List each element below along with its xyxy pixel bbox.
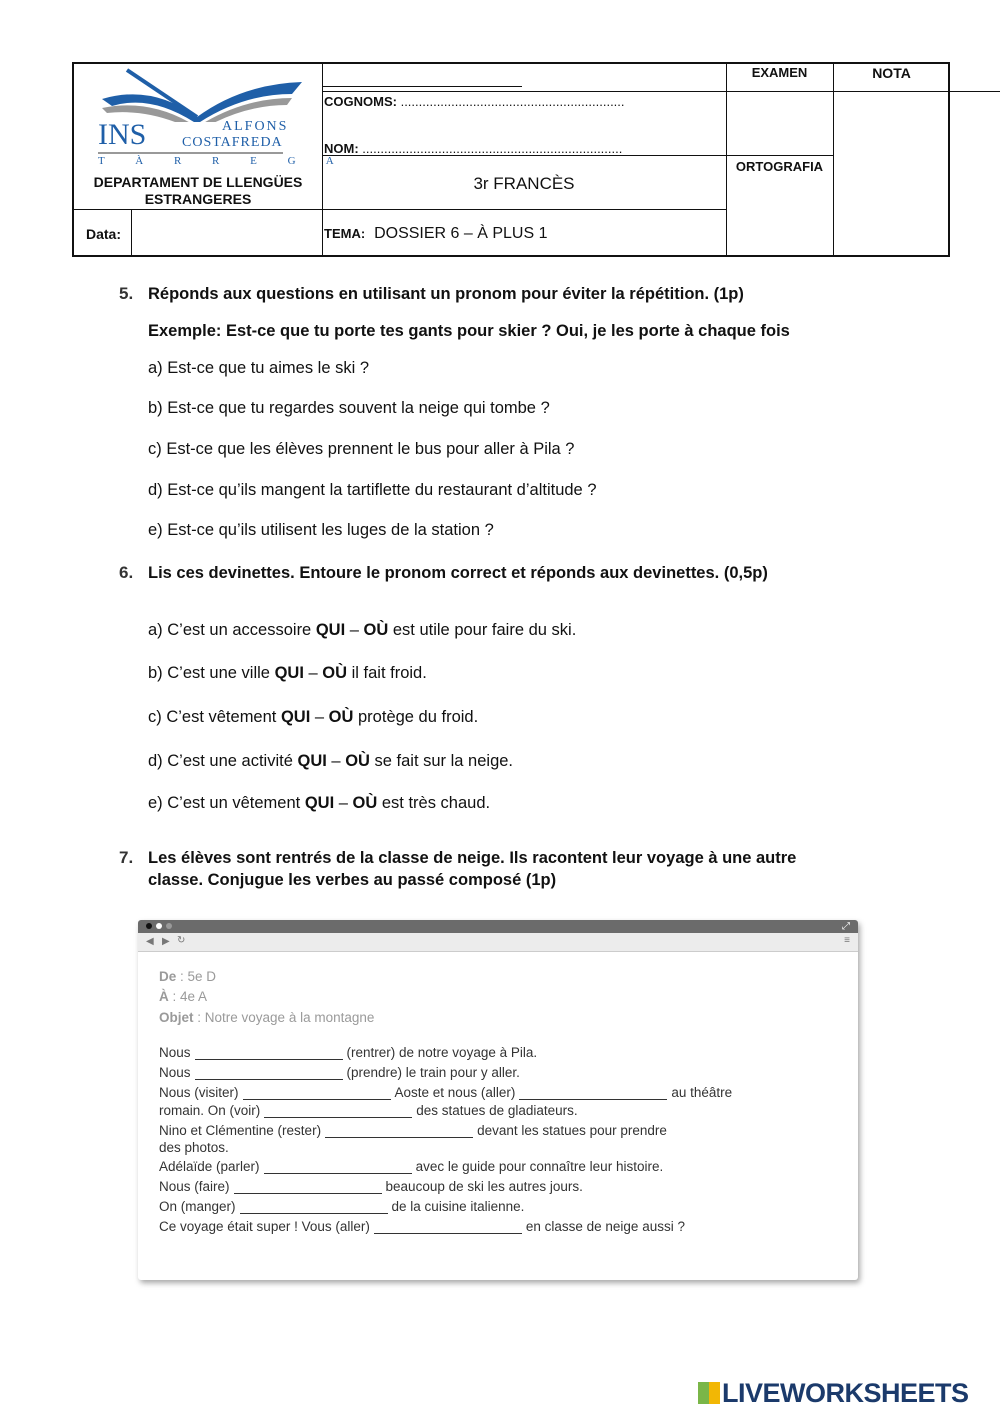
- option-qui[interactable]: QUI: [315, 621, 346, 639]
- email-line: [159, 1065, 520, 1080]
- option-qui[interactable]: QUI: [297, 752, 327, 770]
- email-text: Aoste et nous (aller): [394, 1085, 516, 1100]
- email-text: Adélaïde (parler): [159, 1159, 260, 1174]
- nota-label: NOTA: [872, 65, 911, 81]
- option-ou[interactable]: OÙ: [363, 621, 389, 639]
- logo-name2: COSTAFREDA: [182, 135, 283, 150]
- verb-answer-input[interactable]: [519, 1090, 667, 1100]
- section5-number: 5.: [119, 284, 134, 303]
- cognoms-field[interactable]: ..............................................................: [400, 94, 625, 109]
- verb-answer-input[interactable]: [234, 1184, 382, 1194]
- question-item: d) Est-ce qu’ils mangent la tartiflette du restaurant d’altitude ?: [148, 481, 597, 499]
- verb-answer-input[interactable]: [264, 1164, 412, 1174]
- email-line: [159, 1179, 583, 1194]
- riddle-text: c) C’est vêtement: [148, 708, 281, 726]
- logo-city: T À R R E G A: [98, 155, 348, 167]
- riddle-text: se fait sur la neige.: [369, 752, 514, 770]
- back-icon: ◀: [146, 936, 154, 947]
- forward-icon: ▶: [162, 936, 170, 947]
- riddle-item: [148, 751, 513, 771]
- question-item: a) Est-ce que tu aimes le ski ?: [148, 359, 370, 377]
- email-line: [159, 1140, 229, 1155]
- window-toolbar: [138, 933, 858, 952]
- riddle-text: b) C’est une ville: [148, 664, 275, 682]
- question-item: b) Est-ce que tu regardes souvent la neige qui tombe ?: [148, 399, 550, 417]
- de-label: De: [159, 969, 177, 984]
- ortografia-label: ORTOGRAFIA: [735, 159, 824, 174]
- section5-title: Réponds aux questions en utilisant un pronom pour éviter la répétition. (1p): [148, 285, 744, 303]
- section6-number: 6.: [119, 563, 134, 582]
- date-field[interactable]: [134, 211, 320, 253]
- section7-title-2: classe. Conjugue les verbes au passé composé (1p): [148, 871, 557, 889]
- email-text: de la cuisine italienne.: [391, 1199, 525, 1214]
- email-line: [159, 1219, 685, 1234]
- liveworksheets-logo-icon: [698, 1382, 720, 1404]
- open-book-icon: [92, 66, 307, 122]
- tema-value: DOSSIER 6 – À PLUS 1: [374, 225, 548, 242]
- nom-label: NOM:: [324, 141, 359, 156]
- data-label: Data:: [86, 226, 122, 242]
- email-text: au théâtre: [671, 1085, 733, 1100]
- option-qui[interactable]: QUI: [280, 708, 311, 726]
- email-text: (rentrer) de notre voyage à Pila.: [346, 1045, 538, 1060]
- verb-answer-input[interactable]: [243, 1090, 391, 1100]
- nom-field[interactable]: ........................................................................: [362, 141, 623, 156]
- menu-icon: ≡: [844, 935, 850, 946]
- email-text: romain. On (voir): [159, 1103, 261, 1118]
- email-text: devant les statues pour prendre: [477, 1123, 667, 1138]
- email-text: beaucoup de ski les autres jours.: [385, 1179, 583, 1194]
- separator: –: [303, 664, 323, 682]
- verb-answer-input[interactable]: [264, 1108, 412, 1118]
- email-text: Nous: [159, 1065, 191, 1080]
- option-ou[interactable]: OÙ: [322, 664, 348, 682]
- tema-label: TEMA:: [324, 226, 366, 241]
- verb-answer-input[interactable]: [195, 1050, 343, 1060]
- option-ou[interactable]: OÙ: [345, 752, 370, 770]
- email-text: en classe de neige aussi ?: [525, 1219, 685, 1234]
- a-label: À: [159, 989, 169, 1004]
- riddle-text: il fait froid.: [347, 664, 427, 682]
- option-qui[interactable]: QUI: [274, 664, 304, 682]
- verb-answer-input[interactable]: [325, 1128, 473, 1138]
- verb-answer-input[interactable]: [195, 1070, 343, 1080]
- email-text: avec le guide pour connaître leur histoire.: [415, 1159, 664, 1174]
- email-text: (prendre) le train pour y aller.: [346, 1065, 520, 1080]
- email-text: Nous: [159, 1045, 191, 1060]
- verb-answer-input[interactable]: [374, 1224, 522, 1234]
- reload-icon: ↻: [177, 935, 186, 946]
- email-text: Nous (faire): [159, 1179, 230, 1194]
- email-text: Nino et Clémentine (rester): [159, 1123, 322, 1138]
- riddle-text: protège du froid.: [353, 708, 479, 726]
- de-value: : 5e D: [176, 969, 217, 984]
- riddle-text: a) C’est un accessoire: [148, 621, 316, 639]
- liveworksheets-watermark: [698, 1378, 969, 1409]
- email-line: [159, 1085, 732, 1100]
- riddle-text: est utile pour faire du ski.: [388, 621, 577, 639]
- email-line: [159, 1103, 578, 1118]
- objet-value: : Notre voyage à la montagne: [193, 1010, 375, 1025]
- section5-example: Exemple: Est-ce que tu porte tes gants pour skier ? Oui, je les porte à chaque fois: [148, 322, 790, 340]
- riddle-item: [148, 707, 478, 727]
- option-ou[interactable]: OÙ: [352, 794, 378, 812]
- objet-label: Objet: [159, 1010, 194, 1025]
- exam-header-table: [72, 62, 950, 257]
- riddle-text: d) C’est une activité: [148, 752, 298, 770]
- cognoms-label: COGNOMS:: [324, 94, 397, 109]
- riddle-text: est très chaud.: [377, 794, 491, 812]
- email-line: [159, 1045, 537, 1060]
- verb-answer-input[interactable]: [240, 1204, 388, 1214]
- question-item: c) Est-ce que les élèves prennent le bus pour aller à Pila ?: [148, 440, 575, 458]
- department-name: DEPARTAMENT DE LLENGÜES ESTRANGERES: [93, 174, 303, 207]
- email-text: Ce voyage était super ! Vous (aller): [159, 1219, 370, 1234]
- riddle-item: [148, 620, 576, 640]
- a-value: : 4e A: [168, 989, 208, 1004]
- logo-ins: INS: [98, 118, 147, 151]
- separator: –: [310, 708, 329, 726]
- separator: –: [326, 752, 346, 770]
- email-window: [138, 920, 858, 1280]
- riddle-text: e) C’est un vêtement: [148, 794, 305, 812]
- email-text: des photos.: [159, 1140, 229, 1155]
- riddle-item: [148, 793, 490, 813]
- separator: –: [334, 794, 353, 812]
- window-titlebar: [138, 920, 858, 933]
- email-line: [159, 1123, 667, 1138]
- section6-title: Lis ces devinettes. Entoure le pronom correct et réponds aux devinettes. (0,5p): [148, 564, 768, 582]
- email-text: On (manger): [159, 1199, 236, 1214]
- question-item: e) Est-ce qu’ils utilisent les luges de la station ?: [148, 521, 494, 539]
- watermark-text: LIVEWORKSHEETS: [722, 1378, 969, 1408]
- separator: –: [345, 621, 364, 639]
- riddle-item: [148, 663, 427, 683]
- section7-number: 7.: [119, 848, 134, 867]
- course-name: 3r FRANCÈS: [473, 174, 575, 193]
- expand-icon: ⤢: [842, 921, 850, 932]
- email-line: [159, 1199, 524, 1214]
- logo-name1: ALFONS: [222, 119, 289, 134]
- examen-label: EXAMEN: [751, 65, 808, 80]
- email-text: Nous (visiter): [159, 1085, 239, 1100]
- email-line: [159, 1159, 663, 1174]
- email-text: des statues de gladiateurs.: [416, 1103, 578, 1118]
- section7-title-1: Les élèves sont rentrés de la classe de neige. Ils racontent leur voyage à une autre: [148, 849, 797, 867]
- option-qui[interactable]: QUI: [304, 794, 335, 812]
- option-ou[interactable]: OÙ: [328, 708, 354, 726]
